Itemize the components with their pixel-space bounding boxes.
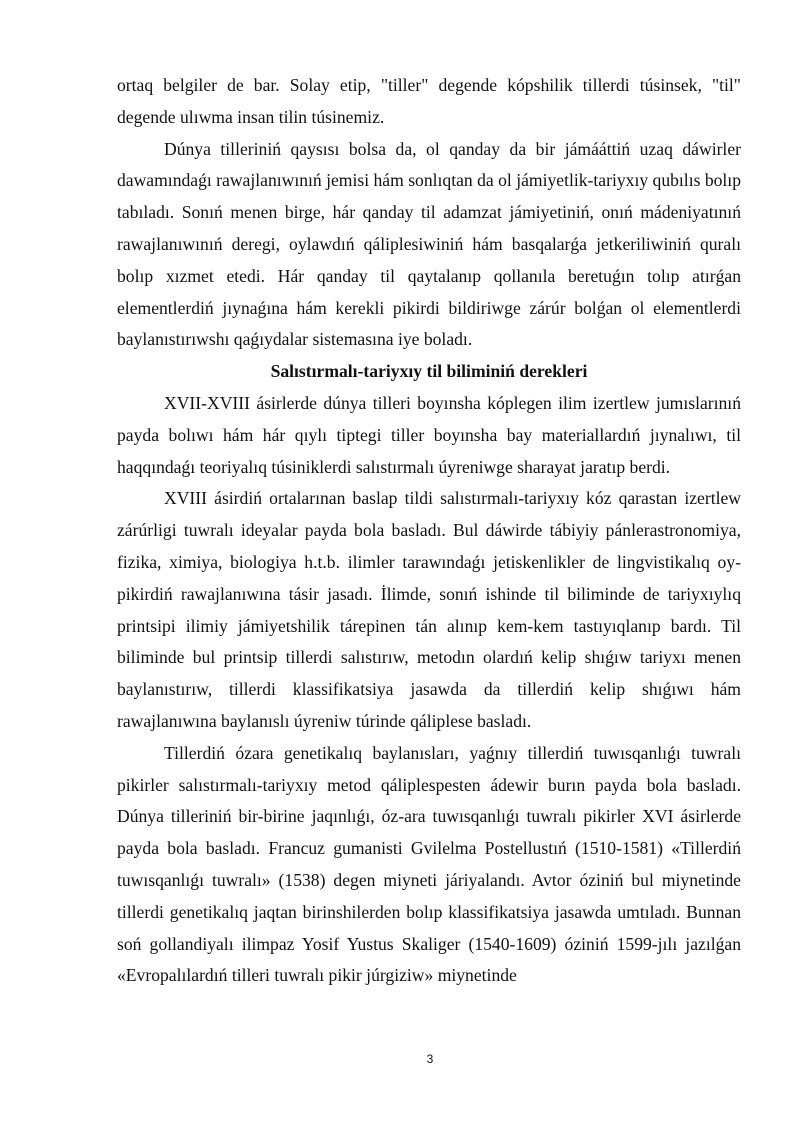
paragraph: Dúnya tilleriniń qaysısı bolsa da, ol qanday da bir jámááttiń uzaq dáwirler dawamındaǵı rawajlanıwınıń jemisi hám sonlıqtan da ol jámiyetlik-tariyxıy qubılıs bolıp tabıladı. Sonıń menen birge, hár qanday til adamzat jámiyetiniń, onıń mádeniyatınıń rawajlanıwınıń deregi, oylawdıń qáliplesiwiniń hám basqalarǵa jetkeriliwiniń quralı bolıp xızmet etedi. Hár qanday til qaytalanıp qollanıla beretuǵın tolıp atırǵan elementlerdiń jıynaǵına hám kerekli pikirdi bildiriwge zárúr bolǵan ol elementlerdi baylanıstırıwshı qaǵıydalar sistemasına iye boladı. <box>117 138 741 350</box>
body-text <box>117 70 741 992</box>
section-heading: Salıstırmalı-tariyxıy til biliminiń derekleri <box>270 361 588 382</box>
paragraph: Tillerdiń ózara genetikalıq baylanısları, yaǵnıy tillerdiń tuwısqanlıǵı tuwralı pikirler salıstırmalı-tariyxıy metod qáliplespesten ádewir burın payda bola basladı. Dúnya tilleriniń bir-birine jaqınlıǵı, óz-ara tuwısqanlıǵı tuwralı pikirler XVI ásirlerde payda bola basladı. Francuz gumanisti Gvilelma Postellustıń (1510-1581) «Tillerdiń tuwısqanlıǵı tuwralı» (1538) degen miyneti járiyalandı. Avtor óziniń bul miynetinde tillerdi genetikalıq jaqtan birinshilerden bolıp klassifikatsiya jasawda umtıladı. Bunnan soń gollandiyalı ilimpaz Yosif Yustus Skaliger (1540-1609) óziniń 1599-jılı jazılǵan «Evropalılardıń tilleri tuwralı pikir júrgiziw» miynetinde <box>117 742 741 986</box>
page-number: 3 <box>426 1052 434 1066</box>
paragraph: XVIII ásirdiń ortalarınan baslap tildi salıstırmalı-tariyxıy kóz qarastan izertlew zárúrligi tuwralı ideyalar payda bola basladı. Bul dáwirde tábiyiy pánlerastronomiya, fizika, ximiya, biologiya h.t.b. ilimler tarawındaǵı jetiskenlikler de lingvistikalıq oy-pikirdiń rawajlanıwına tásir jasadı. İlimde, sonıń ishinde til biliminde de tariyxıylıq printsipi ilimiy jámiyetshilik tárepinen tán alınıp kem-kem tastıyıqlanıp bardı. Til biliminde bul printsip tillerdi salıstırıw, metodın olardıń kelip shıǵıw tariyxı menen baylanıstırıw, tillerdi klassifikatsiya jasawda da tillerdiń kelip shıǵıwı hám rawajlanıwına baylanıslı úyreniw túrinde qáliplese basladı. <box>117 488 741 731</box>
paragraph: XVII-XVIII ásirlerde dúnya tilleri boyınsha kóplegen ilim izertlew jumıslarınıń payda bolıwı hám hár qıylı tiptegi tiller boyınsha bay materiallardıń jıynalıwı, til haqqındaǵı teoriyalıq túsiniklerdi salıstırmalı úyreniwge sharayat jaratıp berdi. <box>117 392 741 477</box>
paragraph-continuation: ortaq belgiler de bar. Solay etip, "tiller" degende kópshilik tillerdi túsinsek, "til" degende ulıwma insan tilin túsinemiz. <box>117 75 741 127</box>
